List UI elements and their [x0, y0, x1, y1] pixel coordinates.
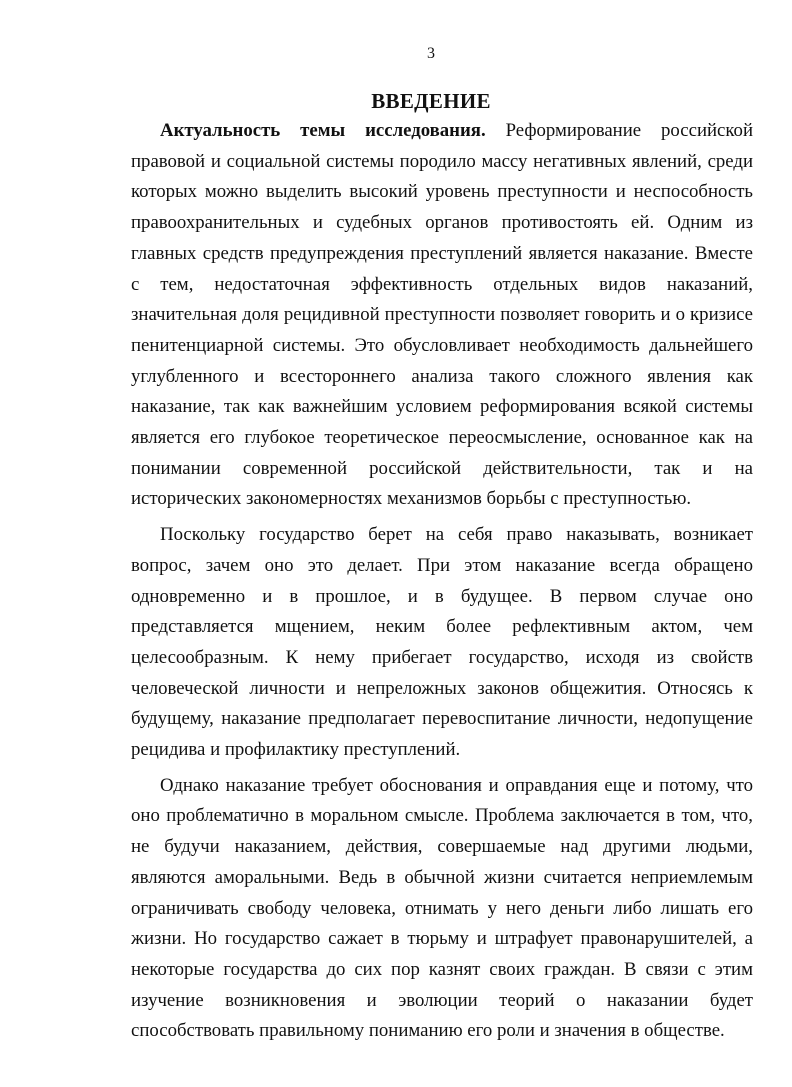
page-number: 3 — [427, 45, 435, 62]
paragraph-lead: Актуальность темы исследования. — [160, 120, 486, 141]
page-heading: ВВЕДЕНИЕ — [371, 89, 491, 113]
body-text — [131, 116, 753, 1047]
paragraph-text: Реформирование российской правовой и социальной системы породило массу негативных явлений, среди которых можно выделить высокий уровень преступности и неспособность правоохранительных и судебных органов противостоять ей. Одним из главных средств предупреждения преступлений является наказание. Вместе с тем, недостаточная эффективность отдельных видов наказаний, значительная доля рецидивной преступности позволяет говорить и о кризисе пенитенциарной системы. Это обусловливает необходимость дальнейшего углубленного и всестороннего анализа такого сложного явления как наказание, так как важнейшим условием реформирования всякой системы является его глубокое теоретическое переосмысление, основанное как на понимании современной российской действительности, так и на исторических закономерностях механизмов борьбы с преступностью. — [131, 120, 753, 510]
paragraph-relevance — [131, 116, 753, 515]
paragraph-moral-justification: Однако наказание требует обоснования и оправдания еще и потому, что оно проблематично в моральном смысле. Проблема заключается в том, что, не будучи наказанием, действия, совершаемые над другими людьми, являются аморальными. Ведь в обычной жизни считается неприемлемым ограничивать свободу человека, отнимать у него деньги либо лишать его жизни. Но государство сажает в тюрьму и штрафует правонарушителей, а некоторые государства до сих пор казнят своих граждан. В связи с этим изучение возникновения и эволюции теорий о наказании будет способствовать правильному пониманию его роли и значения в обществе. — [131, 774, 753, 1042]
paragraph-state-punishment: Поскольку государство берет на себя право наказывать, возникает вопрос, зачем оно это делает. При этом наказание всегда обращено одновременно и в прошлое, и в будущее. В первом случае оно представляется мщением, неким более рефлективным актом, чем целесообразным. К нему прибегает государство, исходя из свойств человеческой личности и непреложных законов общежития. Относясь к будущему, наказание предполагает перевоспитание личности, недопущение рецидива и профилактику преступлений. — [131, 524, 753, 761]
